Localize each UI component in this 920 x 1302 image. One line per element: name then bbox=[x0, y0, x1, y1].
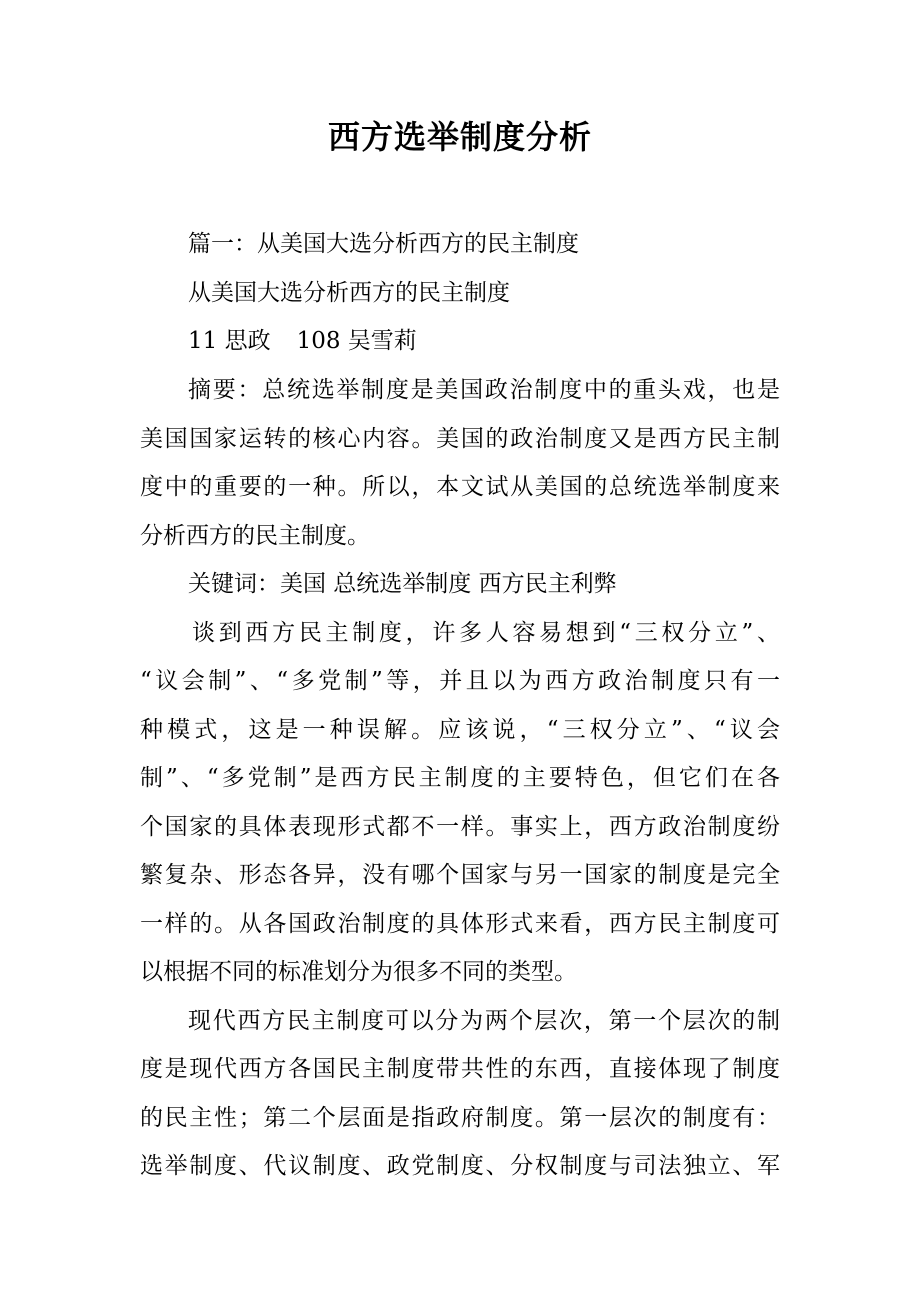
paragraph-line: 一样的。从各国政治制度的具体形式来看，西方民主制度可 bbox=[140, 911, 780, 937]
paragraph-line: 以根据不同的标准划分为很多不同的类型。 bbox=[140, 959, 577, 985]
paragraph-line: 选举制度、代议制度、政党制度、分权制度与司法独立、军 bbox=[140, 1153, 780, 1179]
paragraph-line: “议会制”、“多党制”等，并且以为西方政治制度只有一 bbox=[140, 668, 780, 694]
paragraph-line: 现代西方民主制度可以分为两个层次，第一个层次的制 bbox=[188, 1008, 780, 1034]
paragraph-line: 繁复杂、形态各异，没有哪个国家与另一国家的制度是完全 bbox=[140, 862, 780, 888]
paragraph-line: 度是现代西方各国民主制度带共性的东西，直接体现了制度 bbox=[140, 1056, 780, 1082]
author-class: 11 思政 bbox=[188, 328, 271, 354]
heading-article-title: 从美国大选分析西方的民主制度 bbox=[188, 280, 510, 306]
abstract-line: 分析西方的民主制度。 bbox=[140, 523, 370, 549]
author-line bbox=[188, 324, 828, 358]
author-name: 108 吴雪莉 bbox=[296, 328, 417, 354]
abstract-line: 度中的重要的一种。所以，本文试从美国的总统选举制度来 bbox=[140, 474, 780, 500]
abstract-line: 摘要：总统选举制度是美国政治制度中的重头戏，也是 bbox=[188, 377, 780, 403]
keywords-line: 关键词：美国 总统选举制度 西方民主利弊 bbox=[188, 571, 617, 597]
paragraph-line: 种模式，这是一种误解。应该说，“三权分立”、“议会 bbox=[140, 717, 780, 743]
paragraph-line: 谈到西方民主制度，许多人容易想到“三权分立”、 bbox=[192, 620, 780, 646]
abstract-line: 美国国家运转的核心内容。美国的政治制度又是西方民主制 bbox=[140, 426, 780, 452]
heading-part-one: 篇一：从美国大选分析西方的民主制度 bbox=[188, 231, 579, 257]
document-title: 西方选举制度分析 bbox=[327, 118, 592, 156]
paragraph-line: 制”、“多党制”是西方民主制度的主要特色，但它们在各 bbox=[140, 765, 780, 791]
paragraph-line: 个国家的具体表现形式都不一样。事实上，西方政治制度纷 bbox=[140, 814, 780, 840]
paragraph-line: 的民主性；第二个层面是指政府制度。第一层次的制度有： bbox=[140, 1105, 780, 1131]
